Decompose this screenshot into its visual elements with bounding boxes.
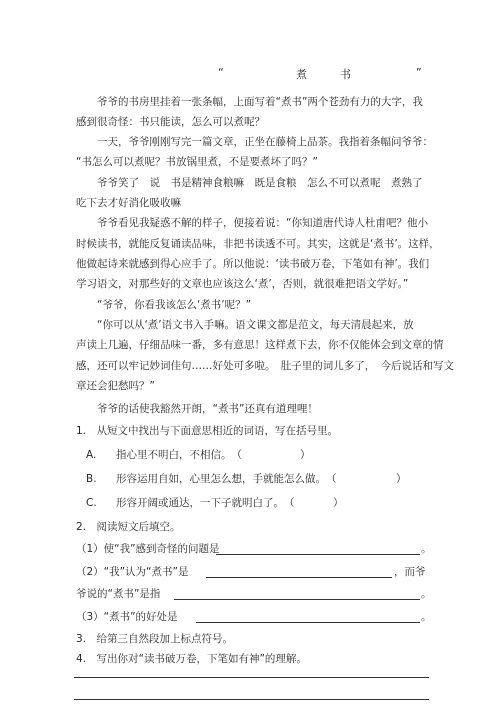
q2-2-answer-line[interactable] [206,567,392,578]
passage-line: 一天，爷爷刚刚写完一篇文章，正坐在藤椅上品茶。我指着条幅问爷爷： [97,136,433,148]
q1-a-text: 指心里不明白，不相信。 （ [116,449,242,461]
q1-c-answer-close[interactable]: ） [333,497,344,509]
passage-line: 爷爷的书房里挂着一张条幅，上面写着“煮书”两个苍劲有力的大字，我 [97,96,423,108]
q1-a-label: A. [86,449,97,461]
q1-b-answer-close[interactable]: ） [396,473,407,485]
q4-answer-line-2[interactable] [74,699,429,700]
q2-1-answer-line[interactable] [216,544,420,555]
title-open-quote: “ [218,66,224,79]
q2-2-text: （2）“我”认为“煮书”是 [76,566,189,578]
q2-2b-text: 爷说的“煮书”是指 [76,588,161,600]
passage-line: 吃下去才好消化吸收嘛 [76,197,181,209]
passage-line: 感，还可以牢记妙词佳句……好处可多啦。 肚子里的词儿多了， 今后说话和写文 [76,360,454,372]
passage-line: “你可以从‘煮’语文书入手嘛。语文课文都是范文，每天清晨起来，放 [97,319,414,331]
question-1: 1. 从短文中找出与下面意思相近的词语，写在括号里。 [76,425,339,437]
q2-3-answer-line[interactable] [196,612,420,623]
q2-2b-answer-line[interactable] [174,589,420,600]
q2-1-end: 。 [421,543,432,555]
page-title: 煮 书 [296,68,351,81]
q1-b-label: B. [86,473,97,485]
question-4: 4. 写出你对“读书破万卷，下笔如有神”的理解。 [76,653,307,665]
passage-line: 章还会犯愁吗？” [76,380,155,392]
passage-line: 学习语文，对那些好的文章也应该这么‘煮’，否则，就很难把语文学好。” [76,278,409,290]
passage-line: 爷爷的话使我豁然开朗，“煮书”还真有道理哩！ [97,403,318,415]
passage-line: 时候读书，就能反复诵读品味，非把书读透不可。其实，这就是‘煮书’。这样， [76,238,440,250]
q1-a-answer-close[interactable]: ） [300,449,311,461]
passage-line: 爷爷笑了 说 书是精神食粮嘛 既是食粮 怎么不可以煮呢 煮熟了 [97,177,423,189]
title-close-quote: ” [416,66,422,79]
question-3: 3. 给第三自然段加上标点符号。 [76,633,234,645]
q1-c-label: C. [86,497,97,509]
q2-3-text: （3）“煮书”的好处是 [76,611,178,623]
q1-b-text: 形容运用自如，心里怎么想，手就能怎么做。 （ [116,473,337,485]
passage-line: 感到很奇怪：书只能读，怎么可以煮呢？ [76,116,265,128]
q1-c-text: 形容开阔或通达，一下子就明白了。 （ [116,497,295,509]
question-2: 2. 阅读短文后填空。 [76,521,181,533]
q2-3-end: 。 [421,611,432,623]
q2-2-end: ，而爷 [394,566,426,578]
passage-line: “书怎么可以煮呢？书放锅里煮，不是要煮坏了吗？” [76,156,318,168]
passage-line: 声读上几遍，仔细品味一番，多有意思！这样煮下去，你不仅能体会到文章的情 [76,339,444,351]
q2-2b-end: 。 [421,588,432,600]
q2-1-text: （1）使“我”感到奇怪的问题是 [76,543,220,555]
passage-line: 他做起诗来就感到得心应手了。所以他说：‘读书破万卷，下笔如有神’。我们 [76,258,430,270]
passage-line: 爷爷看见我疑惑不解的样子，便接着说：“你知道唐代诗人杜甫吧？他小 [97,217,428,229]
passage-line: “爷爷，你看我该怎么‘煮书’呢？” [97,299,252,311]
q4-answer-line-1[interactable] [74,677,429,678]
